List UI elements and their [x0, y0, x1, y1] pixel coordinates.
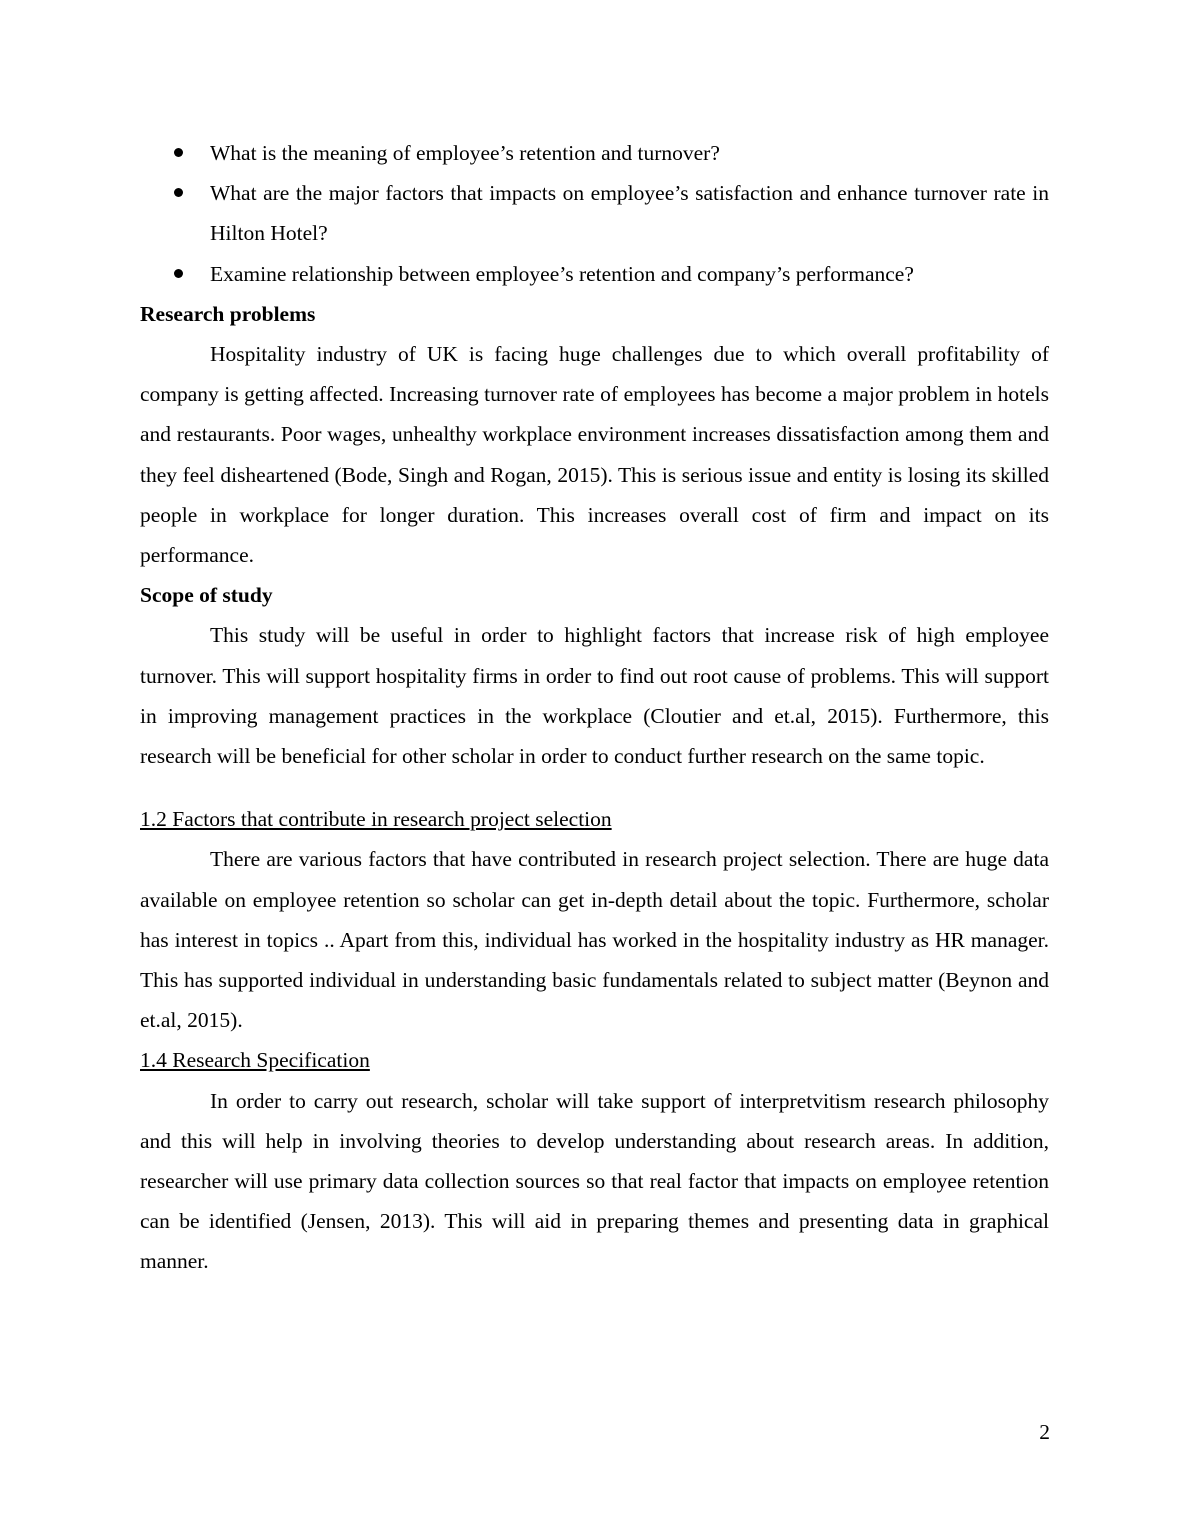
- list-item: [140, 254, 1049, 294]
- bullet-icon: [174, 148, 183, 157]
- list-item: [140, 173, 1049, 253]
- page-number: 2: [1039, 1420, 1050, 1444]
- factors-paragraph: There are various factors that have contributed in research project selection. There are huge data available on employee retention so scholar can get in-depth detail about the topic. Furthermore, scholar has interest in topics .. Apart from this, individual has worked in the hospitality industry as HR manager. This has supported individual in understanding basic fundamentals related to subject matter (Beynon and et.al, 2015).: [140, 847, 1049, 1033]
- list-item-text: What is the meaning of employee’s retention and turnover?: [210, 141, 720, 165]
- research-questions-list: [140, 133, 1049, 294]
- research-problems-paragraph: Hospitality industry of UK is facing huge challenges due to which overall profitability of company is getting affected. Increasing turnover rate of employees has become a major problem in hotels and restaurants. Poor wages, unhealthy workplace environment increases dissatisfaction among them and they feel disheartened (Bode, Singh and Rogan, 2015). This is serious issue and entity is losing its skilled people in workplace for longer duration. This increases overall cost of firm and impact on its performance.: [140, 342, 1049, 568]
- scope-heading: Scope of study: [140, 583, 273, 608]
- scope-paragraph: This study will be useful in order to highlight factors that increase risk of high employee turnover. This will support hospitality firms in order to find out root cause of problems. This will support in improving management practices in the workplace (Cloutier and et.al, 2015). Furthermore, this research will be beneficial for other scholar in order to conduct further research on the same topic.: [140, 623, 1049, 769]
- list-item-text: What are the major factors that impacts on employee’s satisfaction and enhance turnover rate in Hilton Hotel?: [210, 181, 1049, 246]
- list-item-text: Examine relationship between employee’s retention and company’s performance?: [210, 261, 914, 286]
- specification-paragraph: In order to carry out research, scholar will take support of interpretvitism research philosophy and this will help in involving theories to develop understanding about research areas. In addition, researcher will use primary data collection sources so that real factor that impacts on employee retention can be identified (Jensen, 2013). This will aid in preparing themes and presenting data in graphical manner.: [140, 1088, 1049, 1274]
- specification-heading: 1.4 Research Specification: [140, 1048, 370, 1073]
- section-spacer: [140, 776, 1049, 799]
- research-problems-heading: Research problems: [140, 301, 316, 326]
- bullet-icon: [174, 269, 183, 278]
- bullet-icon: [174, 188, 183, 197]
- factors-heading: 1.2 Factors that contribute in research project selection: [140, 807, 612, 832]
- list-item: [140, 133, 1049, 173]
- document-page: [140, 133, 1049, 1282]
